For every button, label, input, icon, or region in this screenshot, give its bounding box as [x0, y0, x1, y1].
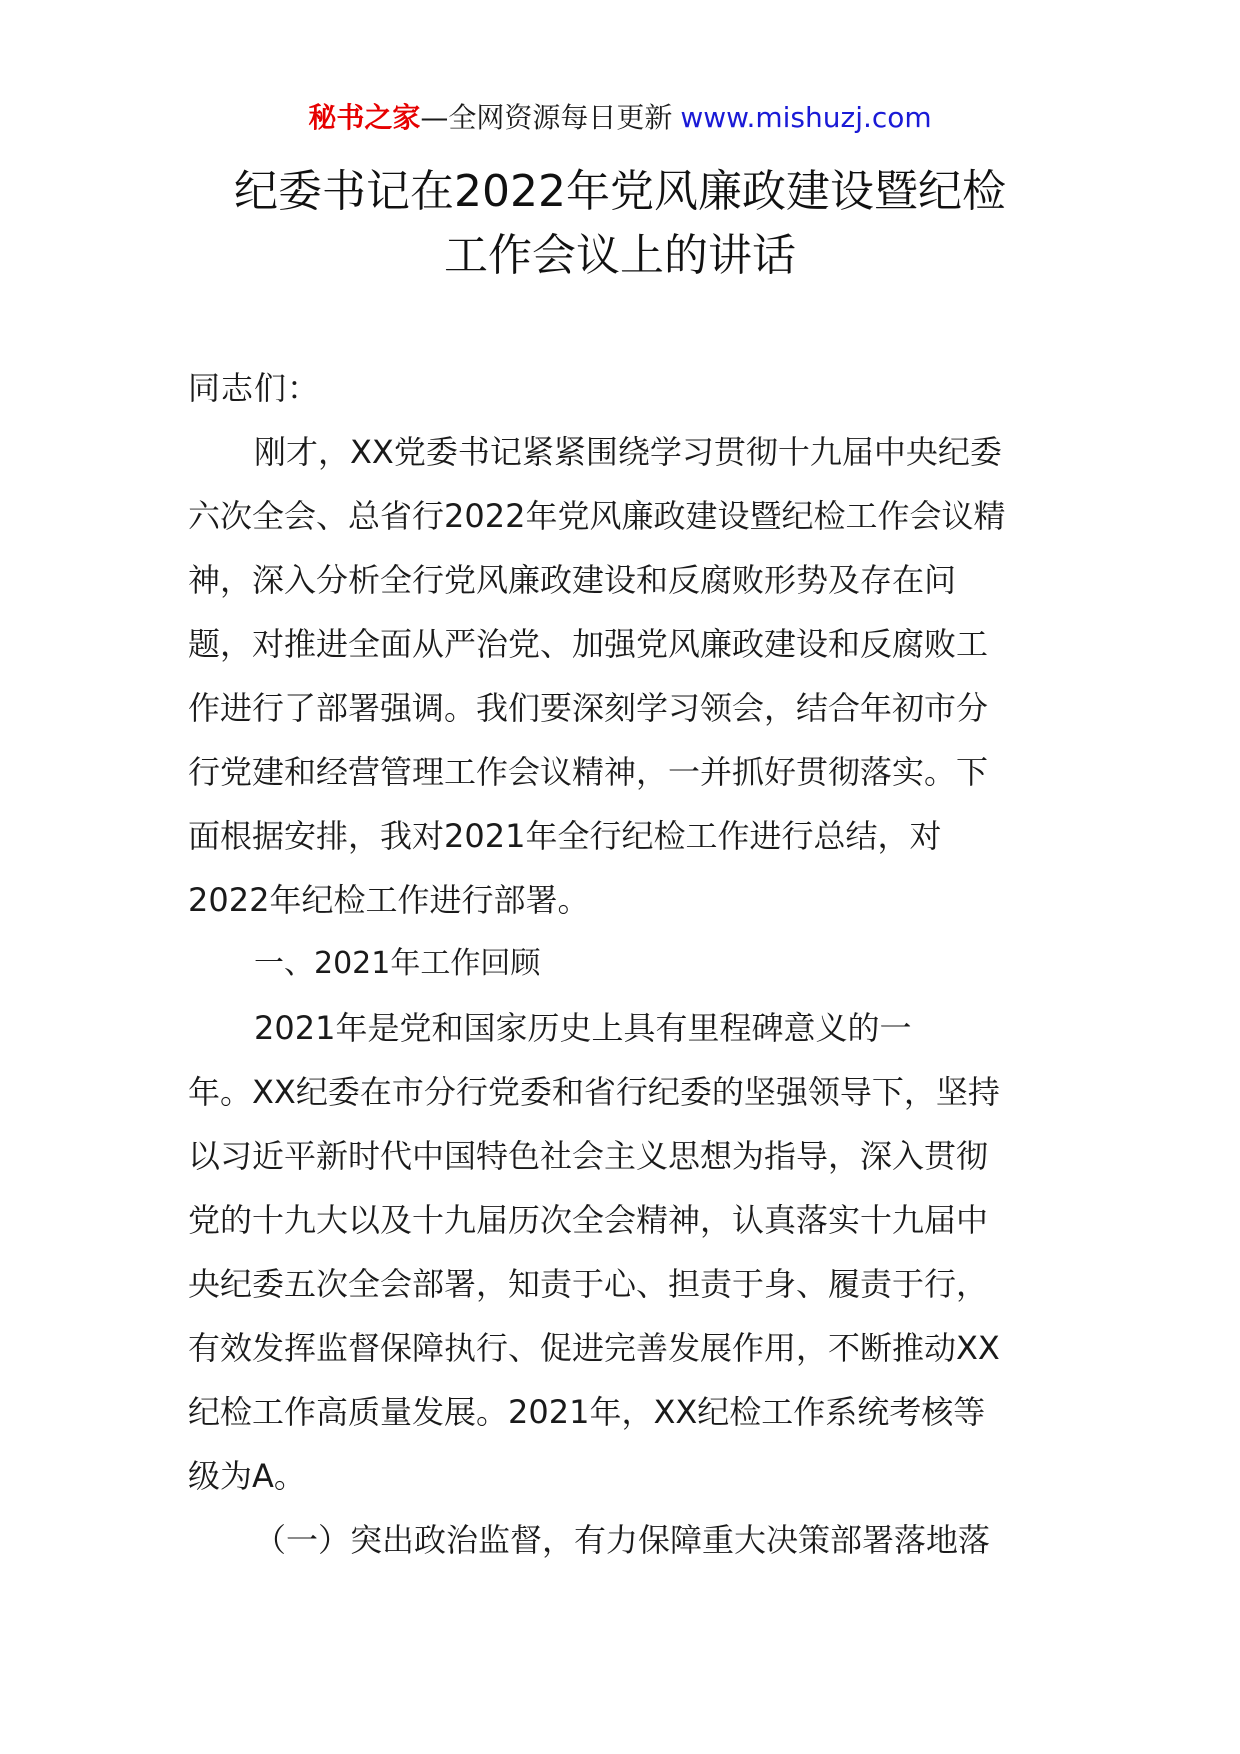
paragraph-line: 面根据安排，我对2021年全行纪检工作进行总结，对: [188, 817, 942, 855]
paragraph-line: 党的十九大以及十九届历次全会精神，认真落实十九届中: [188, 1201, 989, 1239]
site-url-link[interactable]: www.mishuzj.com: [680, 101, 932, 134]
site-header: [0, 98, 1240, 138]
paragraph-line: 以习近平新时代中国特色社会主义思想为指导，深入贯彻: [188, 1137, 989, 1175]
document-body: [188, 356, 1054, 1572]
paragraph-line: 纪检工作高质量发展。2021年，XX纪检工作系统考核等: [188, 1393, 986, 1431]
paragraph-line: 有效发挥监督保障执行、促进完善发展作用，不断推动XX: [188, 1329, 1000, 1367]
subsection-heading: （一）突出政治监督，有力保障重大决策部署落地落: [254, 1521, 991, 1559]
paragraph-line: 2022年纪检工作进行部署。: [188, 881, 590, 919]
brand-name: 秘书之家: [308, 101, 421, 134]
title-line-2: 工作会议上的讲话: [444, 230, 796, 281]
paragraph-line: 央纪委五次全会部署，知责于心、担责于身、履责于行，: [188, 1265, 989, 1303]
paragraph-line: 作进行了部署强调。我们要深刻学习领会，结合年初市分: [188, 689, 989, 727]
document-title: [0, 160, 1240, 288]
paragraph-line: 级为A。: [188, 1457, 306, 1495]
paragraph-line: 题，对推进全面从严治党、加强党风廉政建设和反腐败工: [188, 625, 989, 663]
greeting: 同志们：: [188, 369, 321, 407]
header-tagline: —全网资源每日更新: [420, 101, 673, 134]
section-heading: 一、2021年工作回顾: [254, 946, 541, 981]
paragraph-line: 神，深入分析全行党风廉政建设和反腐败形势及存在问: [188, 561, 957, 599]
title-line-1: 纪委书记在2022年党风廉政建设暨纪检: [234, 166, 1006, 217]
paragraph-line: 2021年是党和国家历史上具有里程碑意义的一: [254, 1009, 912, 1047]
paragraph-line: 年。XX纪委在市分行党委和省行纪委的坚强领导下，坚持: [188, 1073, 1000, 1111]
paragraph-line: 六次全会、总省行2022年党风廉政建设暨纪检工作会议精: [188, 497, 1006, 535]
paragraph-line: 行党建和经营管理工作会议精神，一并抓好贯彻落实。下: [188, 753, 989, 791]
paragraph-line: 刚才，XX党委书记紧紧围绕学习贯彻十九届中央纪委: [254, 433, 1002, 471]
